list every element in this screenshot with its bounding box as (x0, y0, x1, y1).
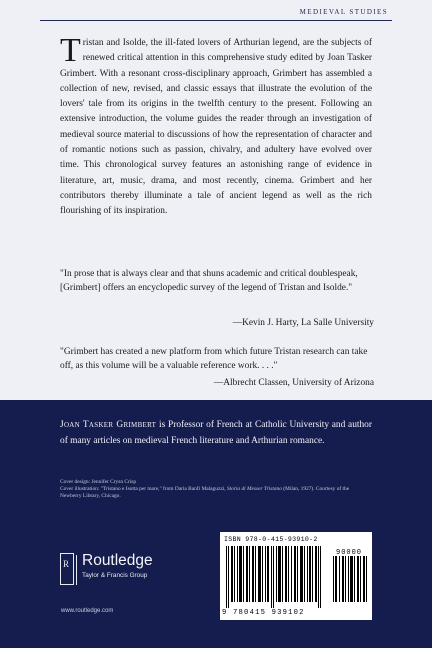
author-name: Joan Tasker Grimbert (60, 420, 157, 430)
review-attribution-2: —Albrecht Classen, University of Arizona (213, 378, 374, 388)
publisher-logo (60, 553, 220, 597)
review-attribution-1: —Kevin J. Harty, La Salle University (232, 318, 374, 328)
barcode-panel (220, 532, 372, 620)
cover-bottom-band (0, 400, 432, 648)
publisher-url: www.routledge.com (61, 608, 114, 614)
cover-credits (60, 479, 360, 501)
header-rule (40, 20, 392, 21)
ean-number: 9 780415 939102 (222, 609, 305, 617)
logo-divider (76, 555, 77, 585)
routledge-emblem-icon: R (60, 553, 74, 585)
author-bio (60, 418, 372, 449)
series-label: MEDIEVAL STUDIES (299, 8, 388, 16)
review-quote-2: "Grimbert has created a new platform from which future Tristan research can take off, as this volume will be a valuable reference work. . . ." (60, 347, 368, 372)
ean-barcode (224, 546, 328, 608)
isbn-label: ISBN 978-0-415-93910-2 (224, 536, 318, 543)
addon-barcode (332, 546, 368, 602)
blurb-text: ristan and Isolde, the ill-fated lovers of Arthurian legend, are the subjects of renewed critical attention in this comprehensive study edited by Joan Tasker Grimbert. With a resonant cross-disciplinary approach, Grimbert has assembled a collection of new, revised, and classic essays that illustrate the evolution of the lovers' tale from its origins in the twelfth century to the present. Following an extensive introduction, the volume guides the reader through an investigation of medieval source material to discussions of how the representation of character and of romantic notions such as passion, chivalry, and adultery have evolved over time. This chronological survey features an astonishing range of evidence in literature, art, music, drama, and most recently, cinema. Grimbert and her contributors thereby illuminate a tale of ancient legend as well as the rich flourishing of its inspiration. (60, 38, 372, 217)
publisher-group: Taylor & Francis Group (82, 572, 148, 579)
cover-illustration-credit: Cover illustration: "Tristano e Isotta per mare," from Daria Banfi Malaguzzi, Storia di Messer Tristano (Milan, 1927). Courtesy of the Newberry Library, Chicago. (60, 486, 350, 500)
review-quote-1: "In prose that is always clear and that shuns academic and critical doublespeak, [Grimbert] offers an encyclopedic survey of the legend of Tristan and Isolde." (60, 269, 358, 294)
drop-cap: T (60, 32, 81, 69)
addon-number: 90000 (336, 549, 363, 557)
publisher-name: Routledge (82, 552, 153, 569)
description-blurb (60, 32, 372, 220)
illustration-title: Storia di Messer Tristano (226, 486, 282, 493)
author-bio-text: is Professor of French at Catholic University and author of many articles on medieval French literature and Arthurian romance. (60, 420, 372, 446)
cover-design-credit: Cover design: Jennifer Crysn Crisp (60, 479, 137, 485)
